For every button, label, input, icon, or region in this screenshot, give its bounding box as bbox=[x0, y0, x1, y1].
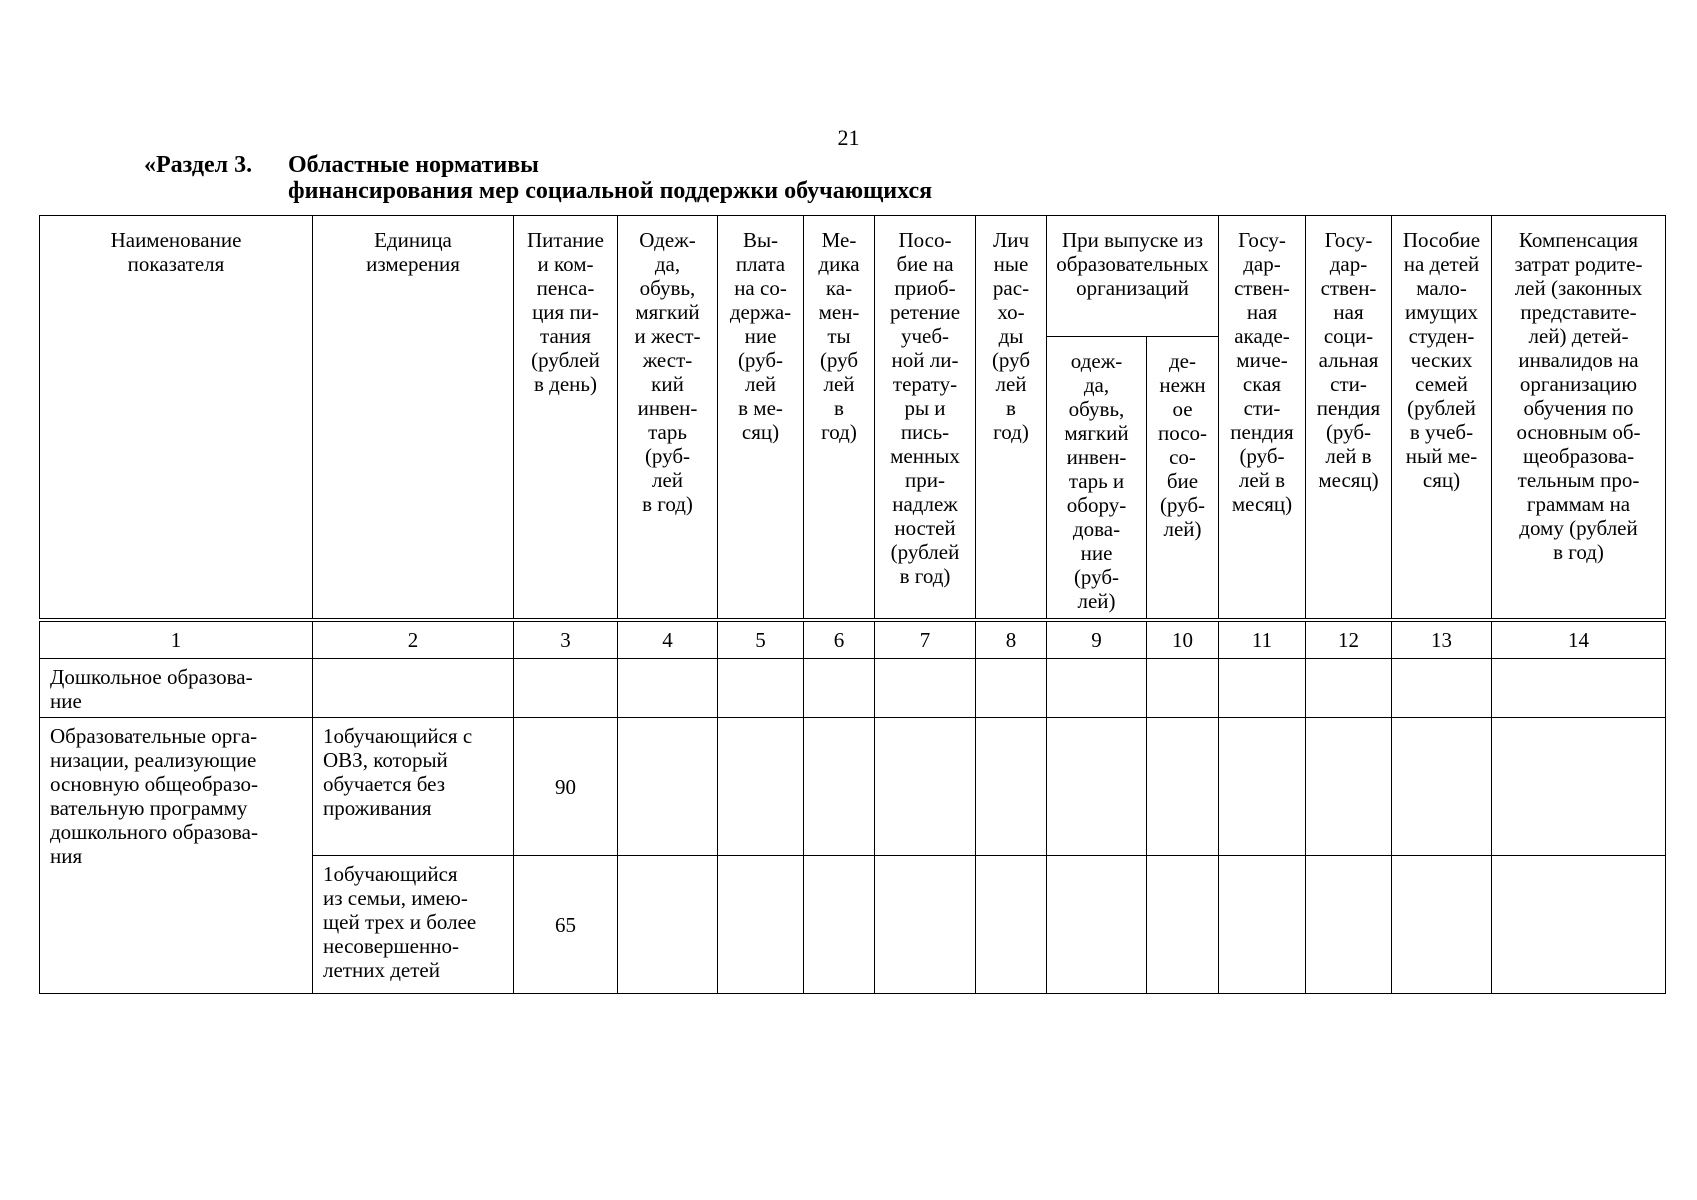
col-number: 5 bbox=[718, 622, 804, 659]
title-line-2: финансирования мер социальной поддержки обучающихся bbox=[288, 178, 933, 204]
empty-cell bbox=[1219, 718, 1306, 856]
header-low-income-allowance: Пособие на детей мало- имущих студен- ческих семей (рублей в учеб- ный ме- сяц) bbox=[1392, 216, 1492, 619]
col-number: 7 bbox=[875, 622, 976, 659]
meals-value: 90 bbox=[514, 718, 618, 856]
empty-cell bbox=[875, 659, 976, 718]
col-number: 9 bbox=[1047, 622, 1147, 659]
empty-cell bbox=[875, 718, 976, 856]
empty-cell bbox=[1492, 659, 1666, 718]
empty-cell bbox=[718, 659, 804, 718]
empty-cell bbox=[1147, 856, 1219, 994]
unit-cell: 1обучающийся из семьи, имею- щей трех и более несовершенно- летних детей bbox=[313, 856, 514, 994]
empty-cell bbox=[1306, 659, 1392, 718]
empty-cell bbox=[1306, 856, 1392, 994]
empty-cell bbox=[514, 659, 618, 718]
empty-cell bbox=[718, 718, 804, 856]
header-social-scholarship: Госу- дар- ствен- ная соци- альная сти- пендия (руб- лей в месяц) bbox=[1306, 216, 1392, 619]
col-number: 14 bbox=[1492, 622, 1666, 659]
header-graduation-clothing: одеж- да, обувь, мягкий инвен- тарь и обору- дова- ние (руб- лей) bbox=[1047, 337, 1147, 619]
col-number: 2 bbox=[313, 622, 514, 659]
header-maintenance-payment: Вы- плата на со- держа- ние (руб- лей в ме- сяц) bbox=[718, 216, 804, 619]
table-row bbox=[40, 718, 1666, 856]
column-number-row bbox=[40, 622, 1666, 659]
header-medicines: Ме- дика ка- мен- ты (руб лей в год) bbox=[804, 216, 875, 619]
empty-cell bbox=[1392, 856, 1492, 994]
unit-cell: 1обучающийся с ОВЗ, который обучается без проживания bbox=[313, 718, 514, 856]
organization-name: Образовательные орга- низации, реализующие основную общеобразо- вательную программу дошкольного образова- ния bbox=[40, 718, 313, 994]
section-prefix: «Раздел 3. bbox=[144, 152, 253, 178]
section-row bbox=[40, 659, 1666, 718]
empty-cell bbox=[618, 856, 718, 994]
col-number: 3 bbox=[514, 622, 618, 659]
header-meals: Питание и ком- пенса- ция пи- тания (рублей в день) bbox=[514, 216, 618, 619]
header-literature-allowance: Посо- бие на приоб- ретение учеб- ной ли- терату- ры и пись- менных при- надлеж ностей (рублей в год) bbox=[875, 216, 976, 619]
empty-cell bbox=[1392, 659, 1492, 718]
empty-cell bbox=[875, 856, 976, 994]
data-table bbox=[39, 621, 1666, 994]
col-number: 11 bbox=[1219, 622, 1306, 659]
empty-cell bbox=[1492, 718, 1666, 856]
empty-cell bbox=[618, 718, 718, 856]
header-table bbox=[39, 215, 1666, 619]
empty-cell bbox=[976, 659, 1047, 718]
col-number: 1 bbox=[40, 622, 313, 659]
col-number: 8 bbox=[976, 622, 1047, 659]
header-personal-expenses: Лич ные рас- хо- ды (руб лей в год) bbox=[976, 216, 1047, 619]
empty-cell bbox=[976, 856, 1047, 994]
empty-cell bbox=[976, 718, 1047, 856]
header-graduation-group: При выпуске из образовательных организаций bbox=[1047, 216, 1219, 337]
empty-cell bbox=[1147, 659, 1219, 718]
header-clothing: Одеж- да, обувь, мягкий и жест- жест- кий инвен- тарь (руб- лей в год) bbox=[618, 216, 718, 619]
header-graduation-cash: де- нежн ое посо- со- бие (руб- лей) bbox=[1147, 337, 1219, 619]
empty-cell bbox=[1392, 718, 1492, 856]
empty-cell bbox=[1047, 659, 1147, 718]
empty-cell bbox=[1219, 856, 1306, 994]
col-number: 10 bbox=[1147, 622, 1219, 659]
empty-cell bbox=[1047, 856, 1147, 994]
empty-cell bbox=[1492, 856, 1666, 994]
empty-cell bbox=[313, 659, 514, 718]
empty-cell bbox=[1306, 718, 1392, 856]
section-label: Дошкольное образова- ние bbox=[40, 659, 313, 718]
empty-cell bbox=[804, 718, 875, 856]
header-indicator-name: Наименование показателя bbox=[40, 216, 313, 619]
empty-cell bbox=[718, 856, 804, 994]
section-title bbox=[144, 152, 932, 204]
header-unit: Единица измерения bbox=[313, 216, 514, 619]
empty-cell bbox=[1047, 718, 1147, 856]
col-number: 12 bbox=[1306, 622, 1392, 659]
empty-cell bbox=[1147, 718, 1219, 856]
col-number: 13 bbox=[1392, 622, 1492, 659]
title-line-1: Областные нормативы bbox=[288, 152, 539, 178]
meals-value: 65 bbox=[514, 856, 618, 994]
page-number: 21 bbox=[837, 125, 860, 150]
header-academic-scholarship: Госу- дар- ствен- ная акаде- миче- ская сти- пендия (руб- лей в месяц) bbox=[1219, 216, 1306, 619]
header-home-education-compensation: Компенсация затрат родите- лей (законных представите- лей) детей- инвалидов на организацию обучения по основным об- щеобразова- тельным про- граммам на дому (рублей в год) bbox=[1492, 216, 1666, 619]
col-number: 6 bbox=[804, 622, 875, 659]
empty-cell bbox=[804, 659, 875, 718]
col-number: 4 bbox=[618, 622, 718, 659]
empty-cell bbox=[804, 856, 875, 994]
empty-cell bbox=[618, 659, 718, 718]
empty-cell bbox=[1219, 659, 1306, 718]
